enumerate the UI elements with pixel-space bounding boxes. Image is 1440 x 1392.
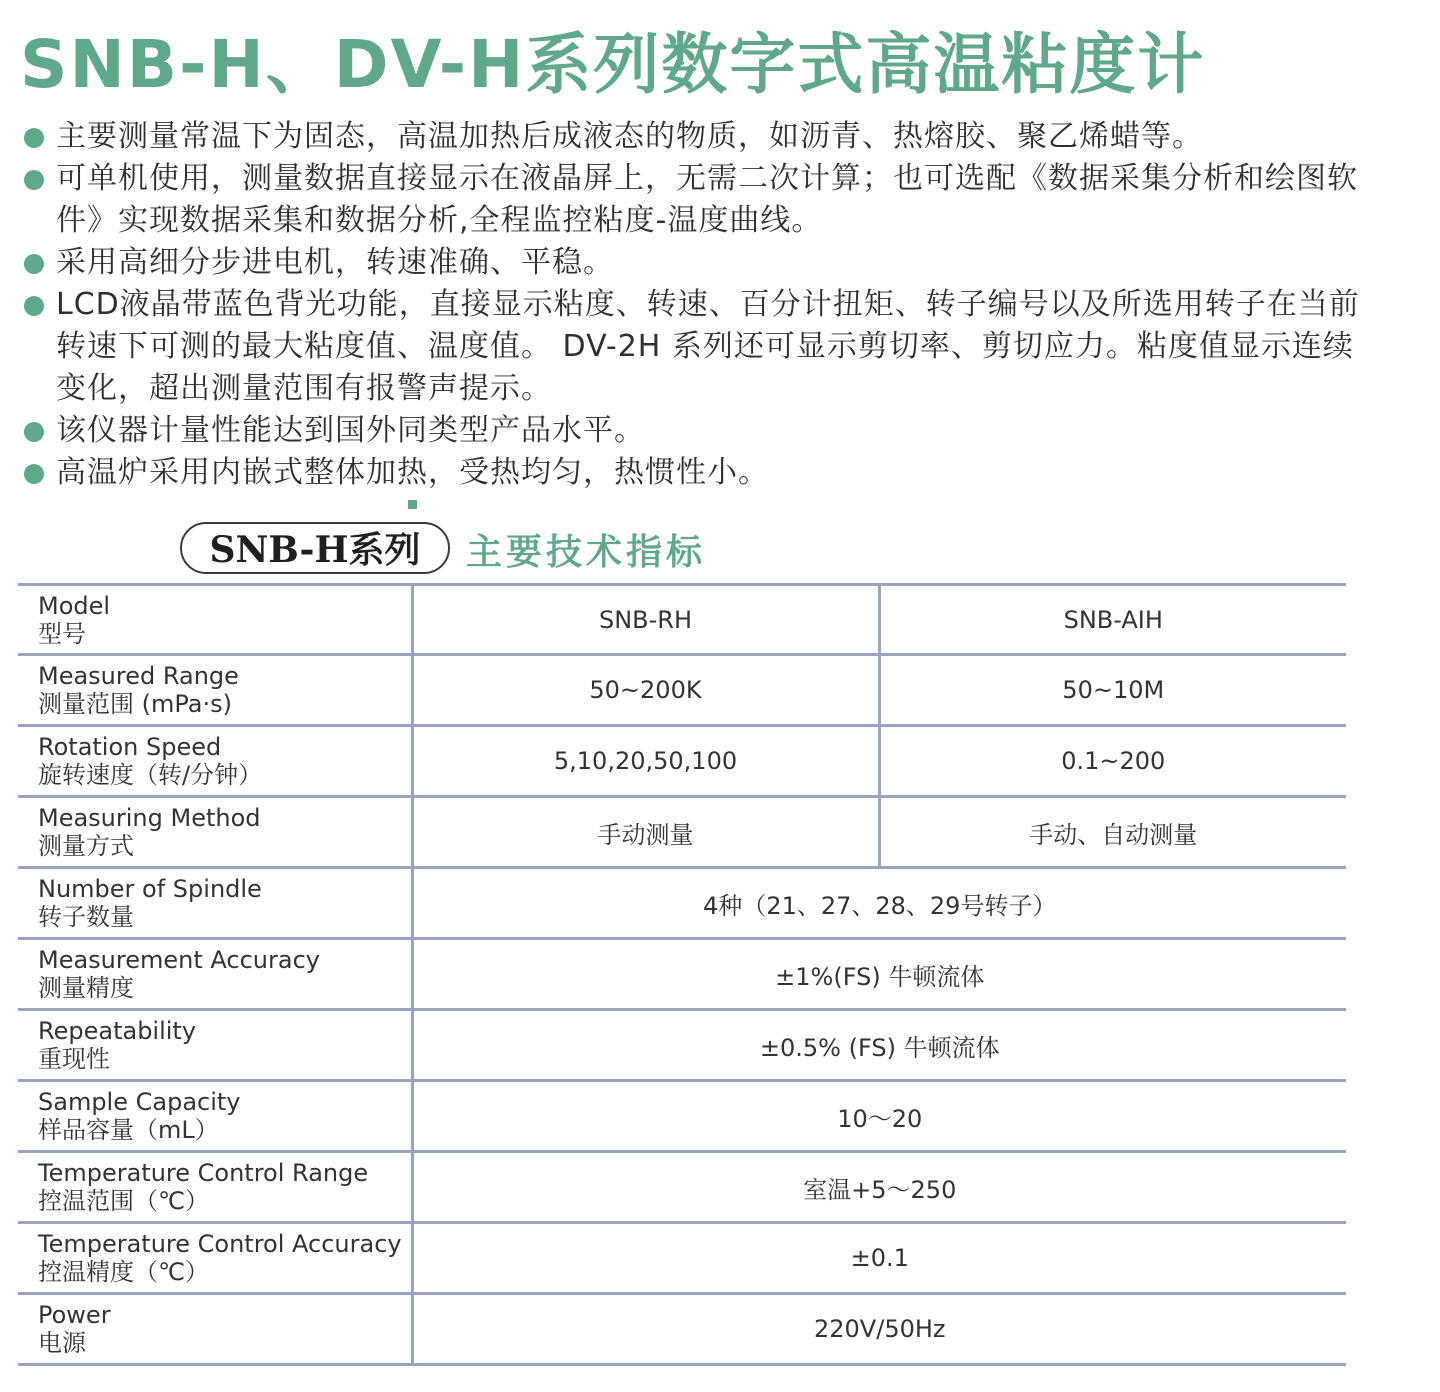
label-zh: 控温范围（℃） [38, 1187, 209, 1215]
row-label [18, 585, 412, 655]
cell-value: SNB-RH [412, 585, 879, 655]
row-label [18, 655, 412, 726]
label-zh: 测量方式 [38, 832, 134, 860]
feature-text: 采用高细分步进电机，转速准确、平稳。 [56, 245, 614, 280]
table-row [18, 726, 1346, 797]
table-row [18, 655, 1346, 726]
cell-value: 50~200K [412, 655, 879, 726]
label-en: Measuring Method [38, 804, 261, 832]
label-zh: 型号 [38, 619, 86, 648]
cell-value: ±0.1 [412, 1223, 1346, 1294]
bullet-dot-icon [24, 170, 44, 190]
label-en: Number of Spindle [38, 875, 262, 903]
label-en: Measurement Accuracy [38, 946, 320, 974]
cell-value: 4种（21、27、28、29号转子） [412, 868, 1346, 939]
table-row [18, 1010, 1346, 1081]
row-label [18, 1081, 412, 1152]
bullet-dot-icon [24, 254, 44, 274]
cell-value: 5,10,20,50,100 [412, 726, 879, 797]
feature-item [22, 242, 1362, 284]
cell-value: ±0.5% (FS) 牛顿流体 [412, 1010, 1346, 1081]
label-en: Rotation Speed [38, 733, 222, 761]
feature-item [22, 284, 1362, 410]
label-en: Measured Range [38, 662, 239, 690]
label-en: Power [38, 1301, 111, 1329]
feature-text: 主要测量常温下为固态，高温加热后成液态的物质，如沥青、热熔胶、聚乙烯蜡等。 [56, 119, 1203, 154]
label-zh: 重现性 [38, 1045, 110, 1073]
label-en: Sample Capacity [38, 1088, 241, 1116]
table-row [18, 1294, 1346, 1365]
table-row [18, 585, 1346, 655]
label-en: Temperature Control Accuracy [38, 1230, 402, 1258]
page-title: SNB-H、DV-H系列数字式高温粘度计 [20, 26, 1206, 103]
label-en: Repeatability [38, 1017, 197, 1045]
table-row [18, 1081, 1346, 1152]
label-zh: 旋转速度（转/分钟） [38, 761, 263, 789]
feature-text: 可单机使用，测量数据直接显示在液晶屏上，无需二次计算；也可选配《数据采集分析和绘图软件》实现数据采集和数据分析,全程监控粘度-温度曲线。 [56, 161, 1358, 238]
table-row [18, 1223, 1346, 1294]
cell-value: SNB-AIH [879, 585, 1346, 655]
row-label [18, 1152, 412, 1223]
table-row [18, 939, 1346, 1010]
cell-value: 手动、自动测量 [879, 797, 1346, 868]
label-zh: 电源 [38, 1329, 86, 1357]
feature-item [22, 452, 1362, 494]
feature-text: 该仪器计量性能达到国外同类型产品水平。 [56, 413, 645, 448]
label-en: Temperature Control Range [38, 1159, 369, 1187]
cell-value: 手动测量 [412, 797, 879, 868]
feature-list [22, 116, 1362, 494]
bullet-dot-icon [24, 128, 44, 148]
feature-text: 高温炉采用内嵌式整体加热，受热均匀，热惯性小。 [56, 455, 769, 490]
section-title: 主要技术指标 [466, 532, 707, 573]
row-label [18, 726, 412, 797]
table-row [18, 797, 1346, 868]
feature-item [22, 116, 1362, 158]
bullet-dot-icon [24, 464, 44, 484]
bullet-dot-icon [24, 296, 44, 316]
bullet-dot-icon [24, 422, 44, 442]
label-zh: 控温精度（℃） [38, 1258, 209, 1286]
decorative-square-icon [408, 500, 417, 509]
label-zh: 样品容量（mL） [38, 1116, 219, 1144]
label-en: Model [38, 591, 111, 620]
cell-value: ±1%(FS) 牛顿流体 [412, 939, 1346, 1010]
label-zh: 测量精度 [38, 974, 134, 1002]
cell-value: 0.1~200 [879, 726, 1346, 797]
label-zh: 转子数量 [38, 903, 134, 931]
feature-item [22, 158, 1362, 242]
row-label [18, 1223, 412, 1294]
cell-value: 220V/50Hz [412, 1294, 1346, 1365]
feature-text: LCD液晶带蓝色背光功能，直接显示粘度、转速、百分计扭矩、转子编号以及所选用转子在当前转速下可测的最大粘度值、温度值。 DV-2H 系列还可显示剪切率、剪切应力。粘度值显示连续变化，超出测量范围有报警声提示。 [56, 287, 1360, 406]
row-label [18, 1010, 412, 1081]
series-badge: SNB-H系列 [180, 522, 450, 574]
table-row [18, 868, 1346, 939]
cell-value: 50~10M [879, 655, 1346, 726]
label-zh: 测量范围 (mPa·s) [38, 690, 232, 718]
row-label [18, 868, 412, 939]
row-label [18, 1294, 412, 1365]
row-label [18, 939, 412, 1010]
row-label [18, 797, 412, 868]
cell-value: 室温+5～250 [412, 1152, 1346, 1223]
table-row [18, 1152, 1346, 1223]
cell-value: 10～20 [412, 1081, 1346, 1152]
feature-item [22, 410, 1362, 452]
spec-table [18, 583, 1346, 1366]
